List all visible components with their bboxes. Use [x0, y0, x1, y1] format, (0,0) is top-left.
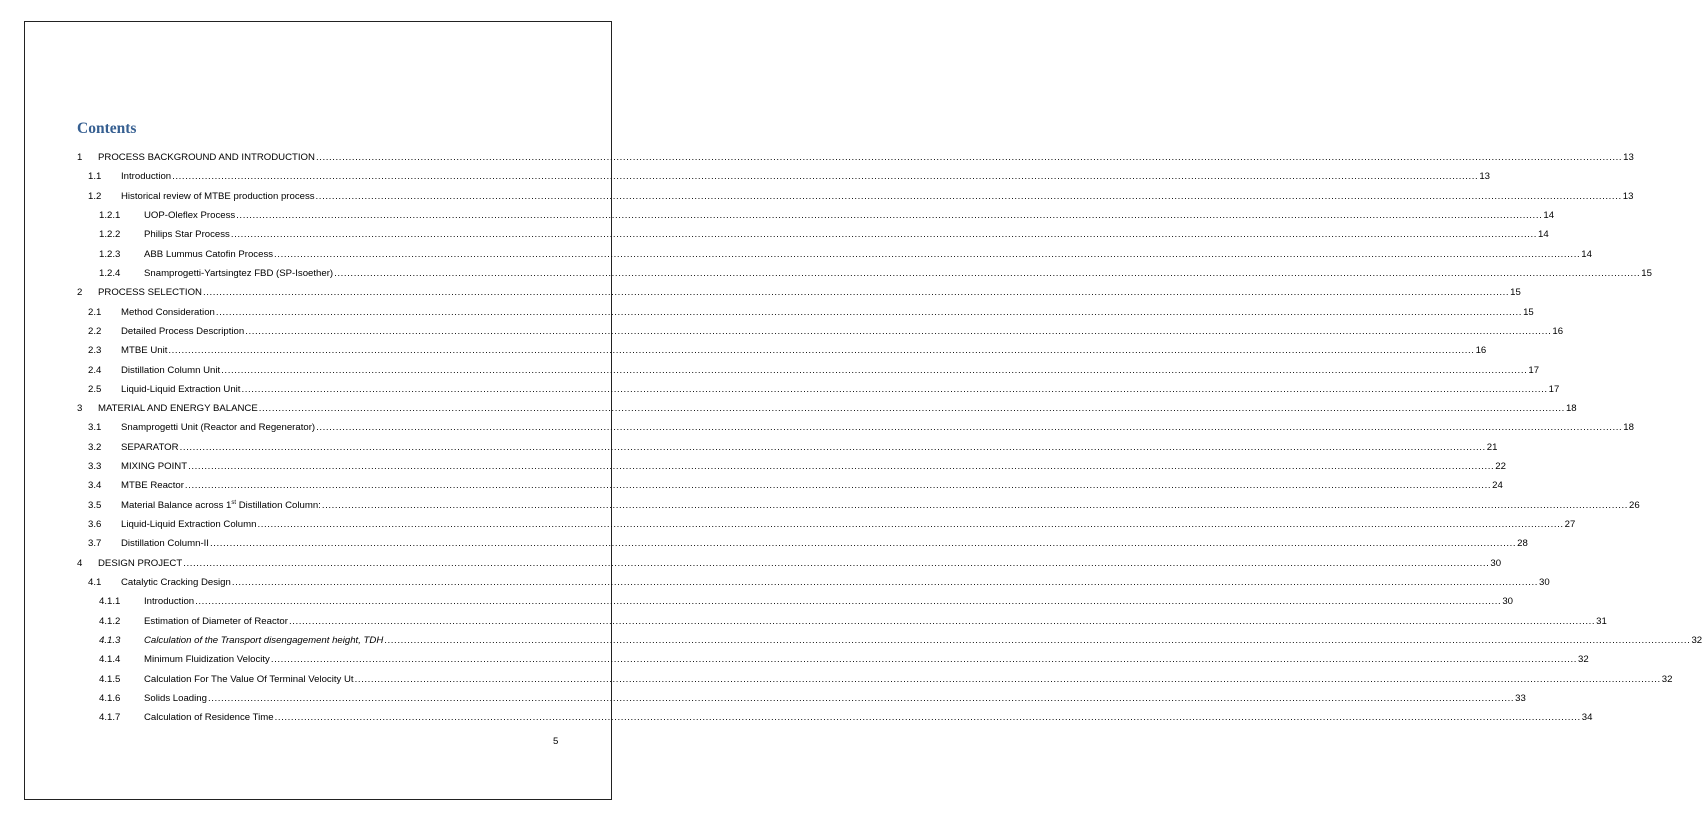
toc-entry-title: Estimation of Diameter of Reactor	[144, 615, 288, 627]
toc-entry-page: 34	[1581, 712, 1593, 724]
toc-entry-page: 21	[1486, 441, 1498, 453]
toc-entry-page: 13	[1622, 190, 1634, 202]
toc-dot-leader: ................................................................................................................................................................................................................................................................................................................................................................................................................	[270, 654, 1578, 666]
toc-dot-leader: ................................................................................................................................................................................................................................................................................................................................................................................................................	[231, 577, 1539, 589]
toc-entry[interactable]	[0, 420, 1634, 436]
contents-heading: Contents	[77, 120, 137, 137]
toc-entry-title: PROCESS SELECTION	[98, 287, 202, 299]
toc-entry-page: 16	[1475, 345, 1487, 357]
toc-entry-page: 32	[1691, 635, 1702, 646]
toc-entry-number: 4	[77, 557, 83, 569]
toc-entry-page: 18	[1623, 422, 1634, 434]
toc-entry-title: Calculation For The Value Of Terminal Velocity Ut	[144, 673, 354, 685]
toc-dot-leader: ................................................................................................................................................................................................................................................................................................................................................................................................................	[354, 673, 1661, 685]
toc-entry[interactable]	[0, 575, 1550, 591]
toc-entry-page: 15	[1523, 306, 1534, 318]
toc-entry[interactable]	[0, 343, 1487, 359]
toc-entry[interactable]	[0, 169, 1490, 185]
toc-dot-leader: ................................................................................................................................................................................................................................................................................................................................................................................................................	[172, 171, 1479, 183]
toc-entry-page: 13	[1623, 152, 1634, 163]
toc-entry-page: 30	[1502, 596, 1513, 608]
toc-entry-number: 3.6	[88, 519, 102, 531]
toc-entry-number: 4.1.7	[99, 712, 121, 724]
toc-entry[interactable]	[0, 594, 1513, 610]
toc-entry[interactable]	[0, 150, 1634, 166]
toc-dot-leader: ................................................................................................................................................................................................................................................................................................................................................................................................................	[321, 499, 1629, 511]
toc-entry-title: Catalytic Cracking Design	[121, 577, 231, 589]
toc-dot-leader: ................................................................................................................................................................................................................................................................................................................................................................................................................	[230, 229, 1538, 241]
toc-entry-title: Philips Star Process	[144, 229, 230, 241]
toc-entry-title: MIXING POINT	[121, 461, 188, 473]
toc-entry-title: Liquid-Liquid Extraction Column	[121, 519, 257, 531]
toc-entry-page: 14	[1543, 209, 1555, 221]
toc-entry[interactable]	[0, 633, 1702, 649]
toc-entry-number: 2.5	[88, 383, 102, 395]
toc-dot-leader: ................................................................................................................................................................................................................................................................................................................................................................................................................	[209, 538, 1517, 550]
toc-entry[interactable]	[0, 517, 1576, 533]
toc-dot-leader: ................................................................................................................................................................................................................................................................................................................................................................................................................	[183, 557, 1490, 569]
toc-entry-title: Detailed Process Description	[121, 325, 245, 337]
toc-entry-number: 1.2.4	[99, 267, 121, 279]
toc-dot-leader: ................................................................................................................................................................................................................................................................................................................................................................................................................	[236, 209, 1543, 221]
toc-entry[interactable]	[0, 324, 1564, 340]
toc-entry[interactable]	[0, 247, 1592, 263]
toc-entry-page: 15	[1641, 267, 1652, 279]
toc-entry-number: 3.5	[88, 499, 102, 511]
toc-dot-leader: ................................................................................................................................................................................................................................................................................................................................................................................................................	[274, 248, 1581, 260]
toc-entry-title: Calculation of the Transport disengagement height, TDH	[144, 635, 384, 646]
toc-dot-leader: ................................................................................................................................................................................................................................................................................................................................................................................................................	[315, 190, 1622, 202]
toc-entry-number: 2	[77, 287, 83, 299]
toc-entry-title: Historical review of MTBE production process	[121, 190, 315, 202]
toc-entry[interactable]	[0, 266, 1652, 282]
toc-entry-title: SEPARATOR	[121, 441, 179, 453]
toc-entry-title: MTBE Reactor	[121, 480, 184, 492]
toc-entry[interactable]	[0, 189, 1634, 205]
toc-entry-number: 3.2	[88, 441, 102, 453]
toc-entry-page: 32	[1578, 654, 1589, 666]
toc-entry-title: Introduction	[144, 596, 195, 608]
toc-entry-number: 1.2.1	[99, 209, 121, 221]
toc-entry-number: 4.1.5	[99, 673, 121, 685]
toc-entry-number: 4.1	[88, 577, 102, 589]
toc-dot-leader: ................................................................................................................................................................................................................................................................................................................................................................................................................	[258, 403, 1565, 415]
toc-entry-page: 15	[1510, 287, 1521, 299]
toc-dot-leader: ................................................................................................................................................................................................................................................................................................................................................................................................................	[241, 383, 1548, 395]
toc-dot-leader: ................................................................................................................................................................................................................................................................................................................................................................................................................	[202, 287, 1510, 299]
toc-entry-number: 3.1	[88, 422, 102, 434]
toc-entry[interactable]	[0, 459, 1506, 475]
toc-entry-page: 31	[1596, 615, 1607, 627]
toc-entry-page: 14	[1581, 248, 1592, 260]
toc-entry-number: 4.1.1	[99, 596, 121, 608]
toc-entry-page: 30	[1490, 557, 1502, 569]
toc-entry[interactable]	[0, 305, 1534, 321]
toc-entry-page: 26	[1629, 499, 1640, 511]
toc-entry-number: 3	[77, 403, 83, 415]
toc-dot-leader: ................................................................................................................................................................................................................................................................................................................................................................................................................	[188, 461, 1495, 473]
toc-entry[interactable]	[0, 652, 1589, 668]
toc-entry-title: MTBE Unit	[121, 345, 168, 357]
toc-entry-number: 3.7	[88, 538, 102, 550]
toc-entry-page: 27	[1564, 519, 1576, 531]
toc-dot-leader: ................................................................................................................................................................................................................................................................................................................................................................................................................	[288, 615, 1596, 627]
toc-entry-page: 14	[1538, 229, 1549, 241]
toc-entry-number: 4.1.6	[99, 692, 121, 704]
toc-entry-page: 24	[1492, 480, 1503, 492]
toc-entry[interactable]	[0, 227, 1549, 243]
toc-entry-page: 22	[1495, 461, 1506, 473]
toc-dot-leader: ................................................................................................................................................................................................................................................................................................................................................................................................................	[334, 267, 1641, 279]
toc-entry[interactable]	[0, 614, 1607, 630]
toc-entry-page: 16	[1552, 325, 1564, 337]
toc-entry-number: 1.2.2	[99, 229, 121, 241]
toc-entry-title: Calculation of Residence Time	[144, 712, 274, 724]
toc-entry-title: ABB Lummus Catofin Process	[144, 248, 274, 260]
toc-dot-leader: ................................................................................................................................................................................................................................................................................................................................................................................................................	[315, 152, 1623, 163]
toc-entry[interactable]	[0, 440, 1498, 456]
toc-entry-page: 33	[1515, 692, 1526, 704]
toc-entry[interactable]	[0, 478, 1503, 494]
toc-entry-page: 30	[1539, 577, 1550, 589]
toc-entry-title: Method Consideration	[121, 306, 215, 318]
toc-entry-title: Material Balance across 1st Distillation Column:	[121, 499, 321, 511]
toc-entry-page: 17	[1548, 383, 1560, 395]
toc-entry-title: DESIGN PROJECT	[98, 557, 183, 569]
toc-entry-page: 17	[1528, 364, 1540, 376]
toc-dot-leader: ................................................................................................................................................................................................................................................................................................................................................................................................................	[316, 422, 1623, 434]
toc-entry-number: 2.2	[88, 325, 102, 337]
toc-entry[interactable]	[0, 208, 1555, 224]
toc-entry-page: 13	[1479, 171, 1490, 183]
toc-entry-title: Snamprogetti-Yartsingtez FBD (SP-Isoether)	[144, 267, 334, 279]
toc-entry[interactable]	[0, 536, 1528, 552]
toc-entry[interactable]	[0, 691, 1526, 707]
toc-entry[interactable]	[0, 498, 1640, 514]
toc-dot-leader: ................................................................................................................................................................................................................................................................................................................................................................................................................	[245, 325, 1552, 337]
toc-entry-title: UOP-Oleflex Process	[144, 209, 236, 221]
toc-dot-leader: ................................................................................................................................................................................................................................................................................................................................................................................................................	[221, 364, 1528, 376]
toc-dot-leader: ................................................................................................................................................................................................................................................................................................................................................................................................................	[384, 635, 1691, 646]
toc-dot-leader: ................................................................................................................................................................................................................................................................................................................................................................................................................	[207, 692, 1515, 704]
toc-entry-number: 1.2	[88, 190, 102, 202]
toc-entry-page: 32	[1661, 673, 1673, 685]
toc-entry-page: 18	[1565, 403, 1577, 415]
toc-entry[interactable]	[0, 382, 1560, 398]
toc-dot-leader: ................................................................................................................................................................................................................................................................................................................................................................................................................	[195, 596, 1502, 608]
toc-dot-leader: ................................................................................................................................................................................................................................................................................................................................................................................................................	[257, 519, 1564, 531]
toc-entry-number: 1.2.3	[99, 248, 121, 260]
toc-entry[interactable]	[0, 710, 1593, 726]
toc-dot-leader: ................................................................................................................................................................................................................................................................................................................................................................................................................	[274, 712, 1581, 724]
toc-entry[interactable]	[0, 672, 1673, 688]
toc-entry-page: 28	[1517, 538, 1528, 550]
toc-entry-number: 4.1.3	[99, 635, 121, 646]
toc-entry-number: 2.3	[88, 345, 102, 357]
toc-entry-title: Solids Loading	[144, 692, 207, 704]
toc-entry-number: 4.1.2	[99, 615, 121, 627]
page-number: 5	[553, 736, 559, 747]
toc-entry[interactable]	[0, 363, 1540, 379]
toc-dot-leader: ................................................................................................................................................................................................................................................................................................................................................................................................................	[215, 306, 1523, 318]
toc-entry-number: 2.1	[88, 306, 102, 318]
toc-entry-number: 1	[77, 152, 83, 163]
toc-entry-title: Distillation Column Unit	[121, 364, 221, 376]
toc-entry-number: 3.4	[88, 480, 102, 492]
toc-entry-title: PROCESS BACKGROUND AND INTRODUCTION	[98, 152, 315, 163]
toc-entry-title: Introduction	[121, 171, 172, 183]
toc-entry[interactable]	[0, 401, 1577, 417]
toc-entry-number: 3.3	[88, 461, 102, 473]
toc-entry-number: 1.1	[88, 171, 102, 183]
toc-entry[interactable]	[0, 285, 1521, 301]
toc-dot-leader: ................................................................................................................................................................................................................................................................................................................................................................................................................	[184, 480, 1492, 492]
toc-entry[interactable]	[0, 556, 1502, 572]
toc-dot-leader: ................................................................................................................................................................................................................................................................................................................................................................................................................	[168, 345, 1475, 357]
toc-entry-number: 4.1.4	[99, 654, 121, 666]
toc-entry-title: MATERIAL AND ENERGY BALANCE	[98, 403, 258, 415]
toc-entry-title: Liquid-Liquid Extraction Unit	[121, 383, 241, 395]
toc-entry-title: Minimum Fluidization Velocity	[144, 654, 270, 666]
toc-entry-title: Snamprogetti Unit (Reactor and Regenerator)	[121, 422, 316, 434]
toc-entry-number: 2.4	[88, 364, 102, 376]
toc-entry-title: Distillation Column-II	[121, 538, 209, 550]
toc-dot-leader: ................................................................................................................................................................................................................................................................................................................................................................................................................	[179, 441, 1486, 453]
